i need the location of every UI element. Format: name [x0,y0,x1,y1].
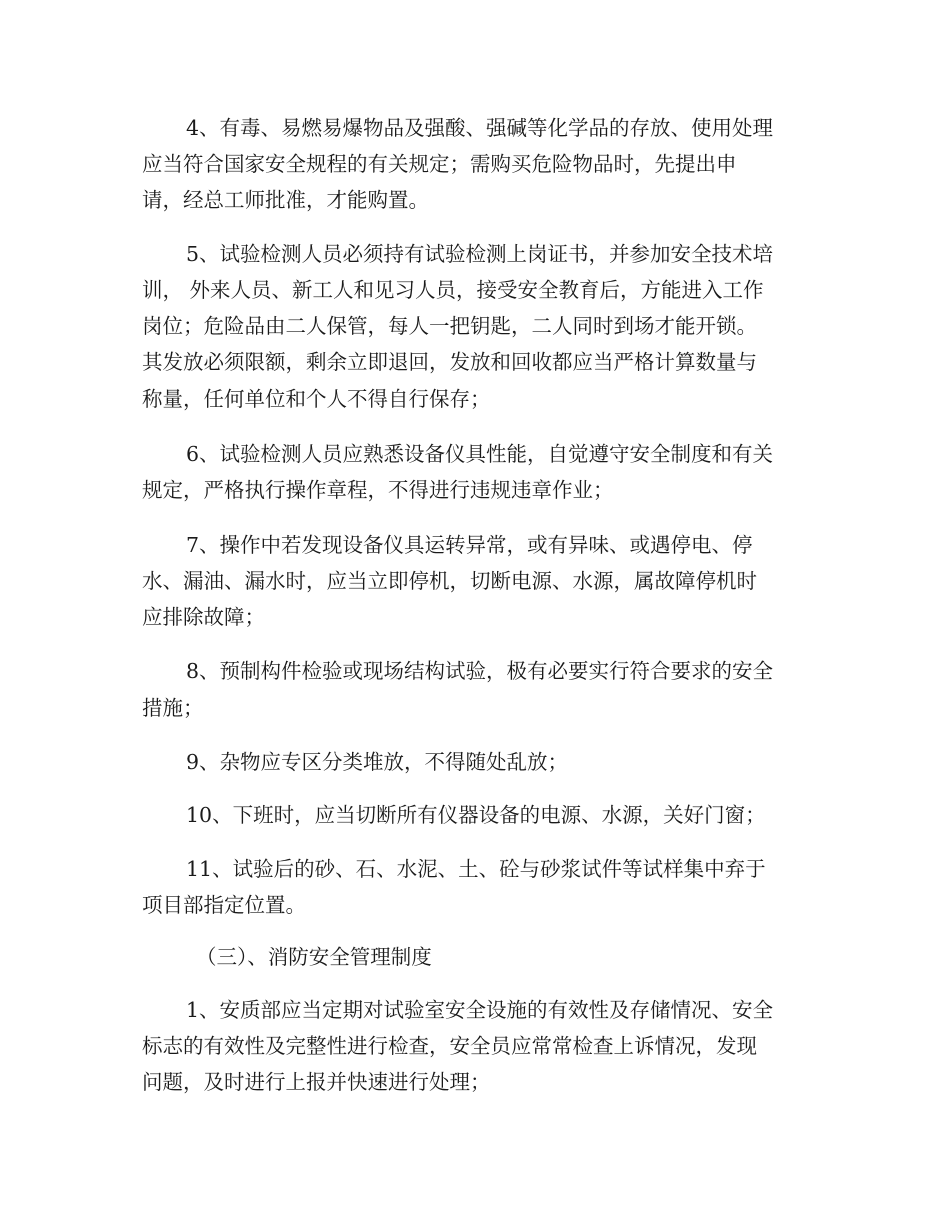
text-line: 请，经总工师批准，才能购置。 [142,188,429,212]
text-line: 应当符合国家安全规程的有关规定；需购买危险物品时，先提出申 [142,152,737,176]
text-line: 规定，严格执行操作章程，不得进行违规违章作业； [142,478,614,502]
text-line: 称量，任何单位和个人不得自行保存； [142,387,491,411]
text-line: 问题，及时进行上报并快速进行处理； [142,1070,491,1094]
text-line: 9、杂物应专区分类堆放，不得随处乱放； [186,750,569,774]
text-line: 8、预制构件检验或现场结构试验，极有必要实行符合要求的安全 [186,659,774,683]
section-heading: （三）、消防安全管理制度 [196,945,432,969]
text-line: 项目部指定位置。 [142,893,306,917]
text-line: 1、安质部应当定期对试验室安全设施的有效性及存储情况、安全 [186,998,774,1022]
text-line: 其发放必须限额，剩余立即退回，发放和回收都应当严格计算数量与 [142,350,757,374]
text-line: 训， 外来人员、新工人和见习人员，接受安全教育后，方能进入工作 [142,278,764,302]
text-line: 应排除故障； [142,605,265,629]
text-line: 标志的有效性及完整性进行检查，安全员应常常检查上诉情况，发现 [142,1034,757,1058]
text-line: 11、试验后的砂、石、水泥、土、砼与砂浆试件等试样集中弃于 [186,857,766,881]
text-line: 6、试验检测人员应熟悉设备仪具性能，自觉遵守安全制度和有关 [186,442,774,466]
text-line: 水、漏油、漏水时，应当立即停机，切断电源、水源，属故障停机时 [142,569,757,593]
text-line: 岗位；危险品由二人保管，每人一把钥匙，二人同时到场才能开锁。 [142,314,757,338]
text-line: 4、有毒、易燃易爆物品及强酸、强碱等化学品的存放、使用处理 [186,116,774,140]
text-line: 5、试验检测人员必须持有试验检测上岗证书，并参加安全技术培 [186,242,774,266]
text-line: 措施； [142,696,204,720]
text-line: 7、操作中若发现设备仪具运转异常，或有异味、或遇停电、停 [186,533,753,557]
text-line: 10、下班时，应当切断所有仪器设备的电源、水源，关好门窗； [186,803,766,827]
